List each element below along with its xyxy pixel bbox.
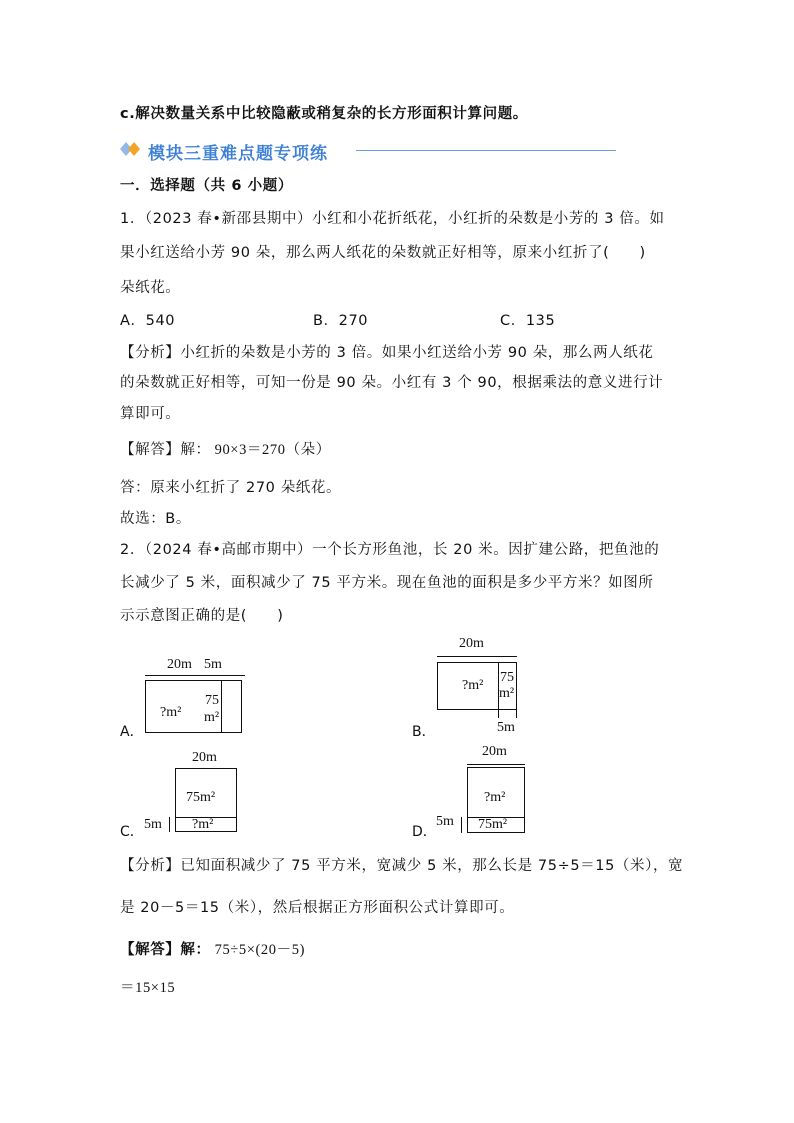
q2-answer-label: 【解答】解： xyxy=(120,942,211,958)
dimension-line xyxy=(467,764,525,765)
dimension-arrow xyxy=(461,817,462,833)
diagram-c-length-5: 5m xyxy=(144,817,162,832)
module-header xyxy=(120,138,620,162)
q1-answer xyxy=(120,440,331,460)
diagram-c-top-area: 75m² xyxy=(186,790,216,805)
learning-goal-c: c.解决数量关系中比较隐蔽或稍复杂的长方形面积计算问题。 xyxy=(120,106,528,122)
diagram-d-top-area: ?m² xyxy=(484,790,506,805)
module-underline xyxy=(356,150,616,151)
diagram-b-unknown-area: ?m² xyxy=(462,678,484,693)
module-title: 模块三重难点题专项练 xyxy=(148,144,328,164)
diagram-d xyxy=(412,744,542,840)
diagram-b-area-75: 75 xyxy=(500,670,514,685)
diamond-icon xyxy=(120,141,144,161)
q1-stem-line1: 1．（2023 春•新邵县期中）小红和小花折纸花，小红折的朵数是小芳的 3 倍。如 xyxy=(120,211,665,227)
diagram-c xyxy=(120,750,250,840)
q1-answer-label: 【解答】解： xyxy=(120,442,211,458)
q2-analysis-line2: 是 20－5＝15（米），然后根据正方形面积公式计算即可。 xyxy=(120,900,515,916)
diagram-d-length-5: 5m xyxy=(436,814,454,829)
q1-stem-line2: 果小红送给小芳 90 朵，那么两人纸花的朵数就正好相等，原来小红折了( ) xyxy=(120,245,646,261)
q1-analysis-line1: 【分析】小红折的朵数是小芳的 3 倍。如果小红送给小芳 90 朵，那么两人纸花 xyxy=(120,345,654,361)
diagram-c-bottom-area: ?m² xyxy=(192,817,214,832)
q2-analysis-line1: 【分析】已知面积减少了 75 平方米，宽减少 5 米，那么长是 75÷5＝15（米），宽 xyxy=(120,858,684,874)
diagram-d-length-20: 20m xyxy=(482,744,507,759)
q1-analysis-line2: 的朵数就正好相等，可知一份是 90 朵。小红有 3 个 90，根据乘法的意义进行计 xyxy=(120,375,664,391)
q1-reply: 答：原来小红折了 270 朵纸花。 xyxy=(120,480,342,496)
diagram-a-unknown-area: ?m² xyxy=(160,705,182,720)
q1-option-b: B．270 xyxy=(313,313,369,329)
dimension-tick xyxy=(498,710,499,718)
q1-option-c: C．135 xyxy=(500,313,556,329)
diagram-c-letter: C． xyxy=(120,824,144,840)
diagram-a-area-unit: m² xyxy=(204,710,220,725)
diagram-d-bottom-area: 75m² xyxy=(478,817,508,832)
diagram-a-length-20: 20m xyxy=(167,657,192,672)
q2-stem-line2: 长减少了 5 米，面积减少了 75 平方米。现在鱼池的面积是多少平方米？如图所 xyxy=(120,575,654,591)
diagram-b xyxy=(412,634,542,739)
diagram-b-length-5: 5m xyxy=(497,720,515,735)
diagram-a xyxy=(120,655,250,740)
q2-stem-line1: 2．（2024 春•高邮市期中）一个长方形鱼池，长 20 米。因扩建公路，把鱼池的 xyxy=(120,542,660,558)
diagram-b-length-20: 20m xyxy=(459,636,484,651)
dimension-line xyxy=(145,675,245,676)
q2-answer xyxy=(120,940,305,960)
q1-stem-line3: 朵纸花。 xyxy=(120,280,181,296)
diagram-a-cut-rect xyxy=(221,680,242,733)
q1-option-a: A．540 xyxy=(120,313,176,329)
diagram-a-letter: A． xyxy=(120,724,144,740)
q2-stem-line3: 示示意图正确的是( ) xyxy=(120,608,284,624)
dimension-tick xyxy=(516,710,517,718)
diagram-b-area-unit: m² xyxy=(499,686,515,701)
diagram-a-area-75: 75 xyxy=(205,693,219,708)
q1-answer-expr: 90×3＝270（朵） xyxy=(214,442,331,458)
diagram-b-letter: B． xyxy=(412,724,436,740)
q2-answer-expr: 75÷5×(20－5) xyxy=(214,942,306,958)
q2-step1: ＝15×15 xyxy=(120,980,176,996)
section-heading: 一．选择题（共 6 小题） xyxy=(120,178,293,194)
diagram-c-length-20: 20m xyxy=(192,750,217,765)
q1-analysis-line3: 算即可。 xyxy=(120,406,181,422)
diagram-a-length-5: 5m xyxy=(204,657,222,672)
dimension-line xyxy=(437,656,517,657)
dimension-arrow xyxy=(169,817,170,832)
diagram-d-letter: D． xyxy=(412,824,437,840)
q1-choice: 故选：B。 xyxy=(120,511,191,527)
